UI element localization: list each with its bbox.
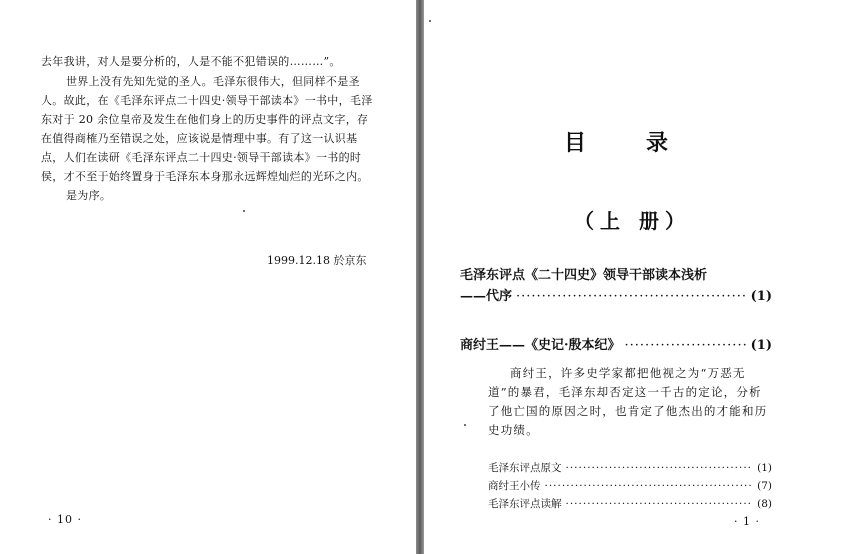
leader-dots — [566, 498, 754, 510]
toc-title: 目录 — [564, 130, 729, 156]
toc-subentry-label: 毛泽东评点读解 — [488, 498, 562, 510]
toc-subentry — [488, 478, 772, 493]
toc-entry-page: (1) — [750, 338, 772, 353]
toc-entry-title: 毛泽东评点《二十四史》领导干部读本浅析 — [460, 268, 708, 283]
scan-speck — [429, 20, 431, 22]
preface-line: 去年我讲，对人是要分析的，人是不能不犯错误的………”。 — [41, 55, 341, 68]
toc-subentry — [488, 496, 772, 511]
page-number-left: · 10 · — [48, 513, 82, 526]
toc-entry-page: (1) — [750, 289, 772, 304]
leader-dots — [545, 480, 754, 492]
preface-line: 是为序。 — [66, 189, 112, 202]
entry-summary-line: 商纣王，许多史学家都把他视之为“万恶无 — [510, 366, 746, 380]
scan-speck — [464, 424, 466, 426]
entry-summary-line: 道”的暴君，毛泽东却否定这一千古的定论，分析 — [488, 385, 762, 399]
book-spine — [416, 0, 424, 554]
toc-subentry-label: 商纣王小传 — [488, 480, 541, 492]
toc-subentry-page: (8) — [757, 498, 772, 510]
toc-entry-shang-zhou — [460, 334, 772, 353]
preface-line: 点，人们在读研《毛泽东评点二十四史·领导干部读本》一书的时 — [41, 151, 362, 164]
preface-line: 在值得商榷乃至错误之处，应该说是情理中事。有了这一认识基 — [41, 132, 358, 145]
leader-dots — [516, 289, 747, 304]
leader-dots — [625, 338, 747, 353]
left-page — [0, 0, 416, 554]
preface-line: 东对于 20 余位皇帝及发生在他们身上的历史事件的评点文字，存 — [41, 113, 369, 126]
toc-subentry — [488, 460, 772, 475]
toc-subentry-label: 毛泽东评点原文 — [488, 462, 562, 474]
toc-subentry-page: (1) — [757, 462, 772, 474]
preface-line: 人。故此，在《毛泽东评点二十四史·领导干部读本》一书中，毛泽 — [41, 94, 373, 107]
toc-entry-preface — [460, 285, 772, 304]
entry-summary-line: 史功绩。 — [488, 423, 539, 437]
toc-entry-title: 商纣王——《史记·殷本纪》 — [460, 338, 621, 353]
preface-line: 世界上没有先知先觉的圣人。毛泽东很伟大，但同样不是圣 — [66, 75, 360, 88]
toc-subentry-page: (7) — [757, 480, 772, 492]
preface-line: 侯，才不至于始终置身于毛泽东本身那永远辉煌灿烂的光环之内。 — [41, 170, 369, 183]
entry-summary-line: 了他亡国的原因之时，也肯定了他杰出的才能和历 — [488, 404, 768, 418]
toc-entry-subtitle: ——代序 — [460, 289, 513, 304]
scan-speck — [243, 210, 245, 212]
volume-title: （上 册） — [574, 209, 691, 233]
page-number-right: · 1 · — [734, 515, 760, 528]
right-page — [424, 0, 844, 554]
preface-date: 1999.12.18 於京东 — [267, 254, 367, 267]
leader-dots — [566, 462, 754, 474]
